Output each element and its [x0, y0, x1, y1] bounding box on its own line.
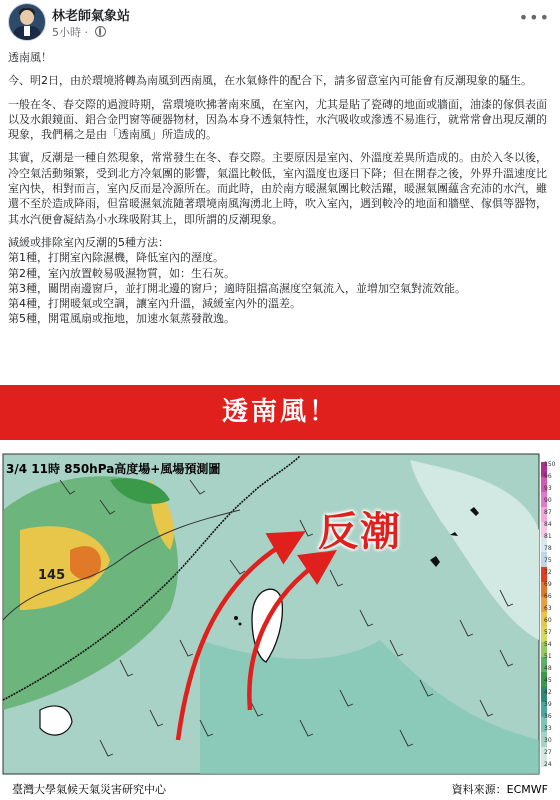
method-item: 第2種，室內放置較易吸濕物質，如：生石灰。 [8, 266, 235, 280]
colorbar-label: 81 [544, 533, 552, 540]
method-item: 第1種，打開室內除濕機，降低室內的溼度。 [8, 251, 224, 265]
colorbar [541, 462, 547, 767]
island [234, 616, 238, 620]
colorbar-label: 24 [544, 761, 552, 768]
colorbar-label: 69 [544, 581, 552, 588]
more-options-button[interactable]: ••• [518, 8, 550, 27]
colorbar-label: 51 [544, 653, 552, 660]
colorbar-label: 84 [544, 521, 552, 528]
colorbar-label: 45 [544, 677, 552, 684]
map-annotation: 反潮 [318, 509, 402, 555]
contour-label: 145 [38, 568, 66, 583]
colorbar-label: 87 [544, 509, 552, 516]
page-name[interactable]: 林老師氣象站 [52, 9, 131, 24]
post-header [0, 0, 560, 44]
banner[interactable] [0, 385, 560, 440]
post-time[interactable]: 5小時 [52, 26, 81, 39]
forecast-map-image[interactable] [0, 440, 560, 800]
colorbar-label: 27 [544, 749, 552, 756]
colorbar-label: 93 [544, 485, 552, 492]
colorbar-label: 39 [544, 701, 552, 708]
post-paragraph: 其實，反潮是一種自然現象，常常發生在冬、春交際。主要原因是室內、外溫度差異所造成的。由於入冬以後，冷空氣活動頻繁，受到北方冷氣團的影響，氣溫比較低，室內溫度也逐日下降；但在開春之後，外界升溫速度比室內快，相對而言，室內反而是冷源所在。而此時，由於南方暖濕氣團比較活躍，暖濕氣團蘊含充沛的水汽，雖還不至於造成降雨，但當暖濕氣流隨著環境南風洶湧北上時，吹入室內，遇到較冷的地面和牆壁、傢俱等器物，其水汽便會凝結為小水珠吸附其上，即所謂的反潮現象。 [8, 151, 547, 226]
image-credit-right: 資料來源：ECMWF [451, 783, 548, 796]
post-paragraph: 透南風！ [8, 51, 52, 64]
avatar[interactable] [8, 3, 46, 41]
colorbar-label: 42 [544, 689, 552, 696]
post-text [8, 50, 552, 327]
map-title: 3/4 11時 850hPa高度場+風場預測圖 [6, 462, 221, 476]
colorbar-label: 33 [544, 725, 552, 732]
hainan-island [40, 706, 72, 735]
banner-title: 透南風！ [221, 397, 338, 427]
meta-separator: · [84, 26, 88, 39]
colorbar-label: 75 [544, 557, 552, 564]
method-item: 第3種，關閉南邊窗戶，並打開北邊的窗戶；適時阻擋高濕度空氣流入，並增加空氣對流效能。 [8, 281, 466, 295]
colorbar-label: 66 [544, 593, 552, 600]
method-item: 第4種，打開暖氣或空調，讓室內升溫，減緩室內外的溫差。 [8, 297, 301, 311]
colorbar-label: 96 [544, 473, 552, 480]
methods-title: 減緩或排除室內反潮的5種方法： [8, 235, 169, 249]
method-item: 第5種，開電風扇或拖地，加速水氣蒸發散逸。 [8, 312, 235, 326]
globe-icon [95, 26, 106, 37]
post-meta [52, 24, 106, 40]
colorbar-label: 72 [544, 569, 552, 576]
island [239, 623, 242, 626]
colorbar-label: 150 [544, 461, 556, 468]
colorbar-label: 57 [544, 629, 552, 636]
image-credit-left: 臺灣大學氣候天氣災害研究中心 [12, 783, 166, 796]
methods-list [8, 235, 552, 327]
colorbar-label: 54 [544, 641, 552, 648]
colorbar-label: 63 [544, 605, 552, 612]
colorbar-label: 60 [544, 617, 552, 624]
colorbar-label: 36 [544, 713, 552, 720]
colorbar-label: 48 [544, 665, 552, 672]
colorbar-label: 78 [544, 545, 552, 552]
post-paragraph: 今、明2日，由於環境將轉為南風到西南風，在水氣條件的配合下，請多留意室內可能會有反潮現象的騷生。 [8, 74, 532, 88]
forecast-map [0, 440, 560, 800]
colorbar-label: 30 [544, 737, 552, 744]
colorbar-label: 90 [544, 497, 552, 504]
post-paragraph: 一般在冬、春交際的過渡時期，當環境吹拂著南來風，在室內，尤其是貼了瓷磚的地面或牆面，油漆的傢俱表面以及水銀鏡面、鋁合金門窗等硬器物材，因為本身不透氣特性，水汽吸收或滲透不易進行，就常常會出現反潮的現象，我們稱之是由「透南風」所造成的。 [8, 97, 547, 142]
